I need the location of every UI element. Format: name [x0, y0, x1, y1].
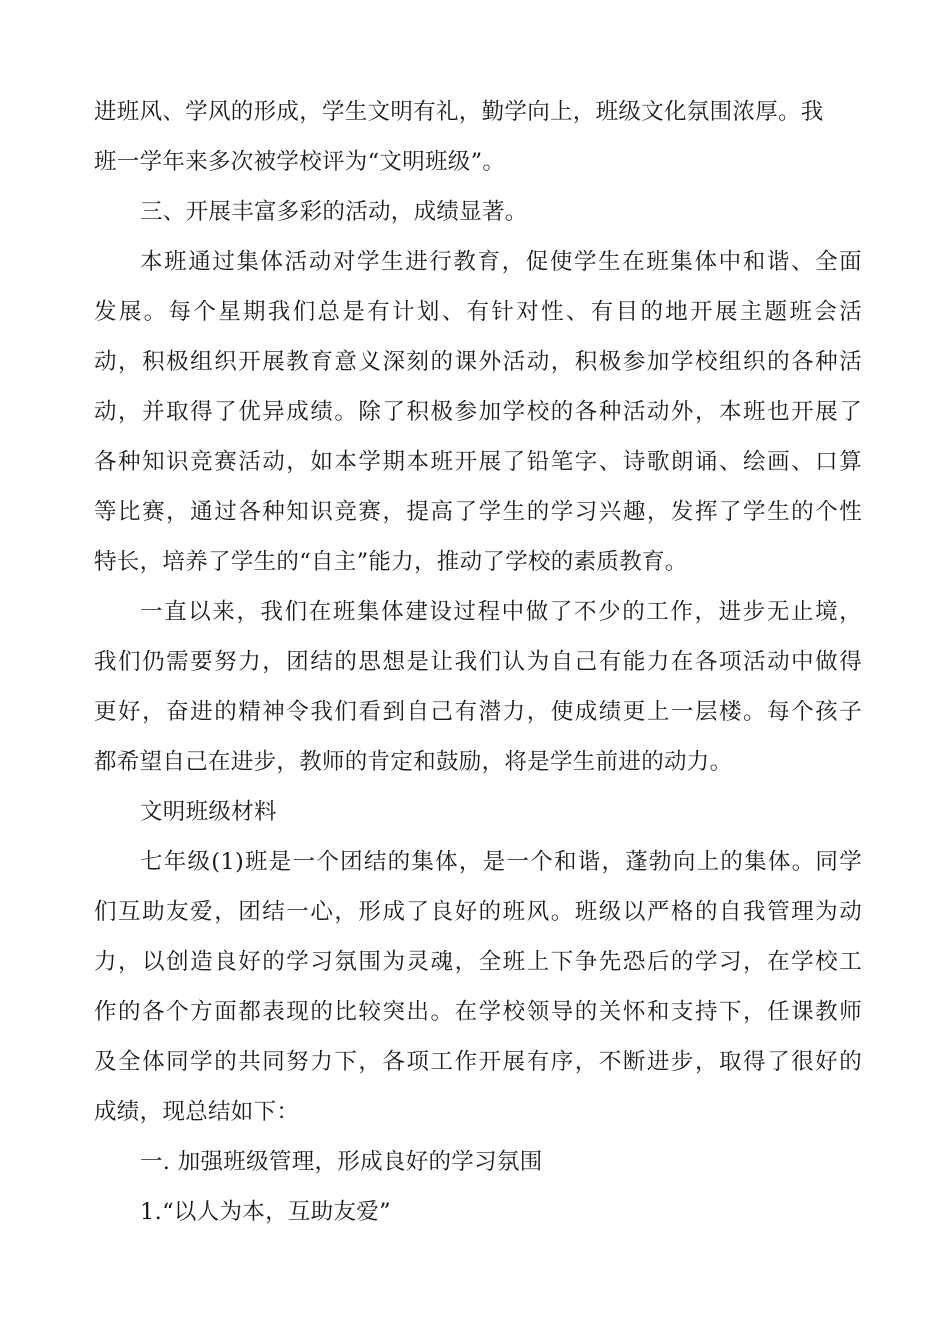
text-line: 一直以来，我们在班集体建设过程中做了不少的工作，进步无止境，: [140, 599, 862, 625]
subsection-heading: 1.“以人为本，互助友爱”: [140, 1199, 391, 1225]
text-line: 力，以创造良好的学习氛围为灵魂，全班上下争先恐后的学习，在学校工: [94, 949, 862, 975]
text-line: 动，积极组织开展教育意义深刻的课外活动，积极参加学校组织的各种活: [94, 349, 862, 375]
document-body: [94, 87, 862, 1237]
text-line: 进班风、学风的形成，学生文明有礼，勤学向上，班级文化氛围浓厚。我: [94, 99, 824, 125]
text-line: 发展。每个星期我们总是有计划、有针对性、有目的地开展主题班会活: [94, 299, 862, 325]
text-line: 都希望自己在进步，教师的肯定和鼓励，将是学生前进的动力。: [94, 749, 733, 775]
text-line: 本班通过集体活动对学生进行教育，促使学生在班集体中和谐、全面: [140, 249, 862, 275]
text-line: 们互助友爱，团结一心，形成了良好的班风。班级以严格的自我管理为动: [94, 899, 862, 925]
text-line: 及全体同学的共同努力下，各项工作开展有序，不断进步，取得了很好的: [94, 1049, 862, 1075]
section-heading: 三、开展丰富多彩的活动，成绩显著。: [140, 199, 528, 225]
text-line: 各种知识竞赛活动，如本学期本班开展了铅笔字、诗歌朗诵、绘画、口算: [94, 449, 862, 475]
text-line: 七年级(1)班是一个团结的集体，是一个和谐，蓬勃向上的集体。同学: [140, 849, 862, 875]
text-line: 特长，培养了学生的“自主”能力，推动了学校的素质教育。: [94, 549, 688, 575]
text-line: 我们仍需要努力，团结的思想是让我们认为自己有能力在各项活动中做得: [94, 649, 862, 675]
text-line: 更好，奋进的精神令我们看到自己有潜力，使成绩更上一层楼。每个孩子: [94, 699, 862, 725]
section-heading: 一. 加强班级管理，形成良好的学习氛围: [140, 1149, 543, 1175]
section-title: 文明班级材料: [140, 799, 277, 825]
text-line: 成绩，现总结如下：: [94, 1099, 300, 1125]
text-line: 班一学年来多次被学校评为“文明班级”。: [94, 149, 506, 175]
text-line: 等比赛，通过各种知识竞赛，提高了学生的学习兴趣，发挥了学生的个性: [94, 499, 862, 525]
text-line: 动，并取得了优异成绩。除了积极参加学校的各种活动外，本班也开展了: [94, 399, 862, 425]
text-line: 作的各个方面都表现的比较突出。在学校领导的关怀和支持下，任课教师: [94, 999, 862, 1025]
